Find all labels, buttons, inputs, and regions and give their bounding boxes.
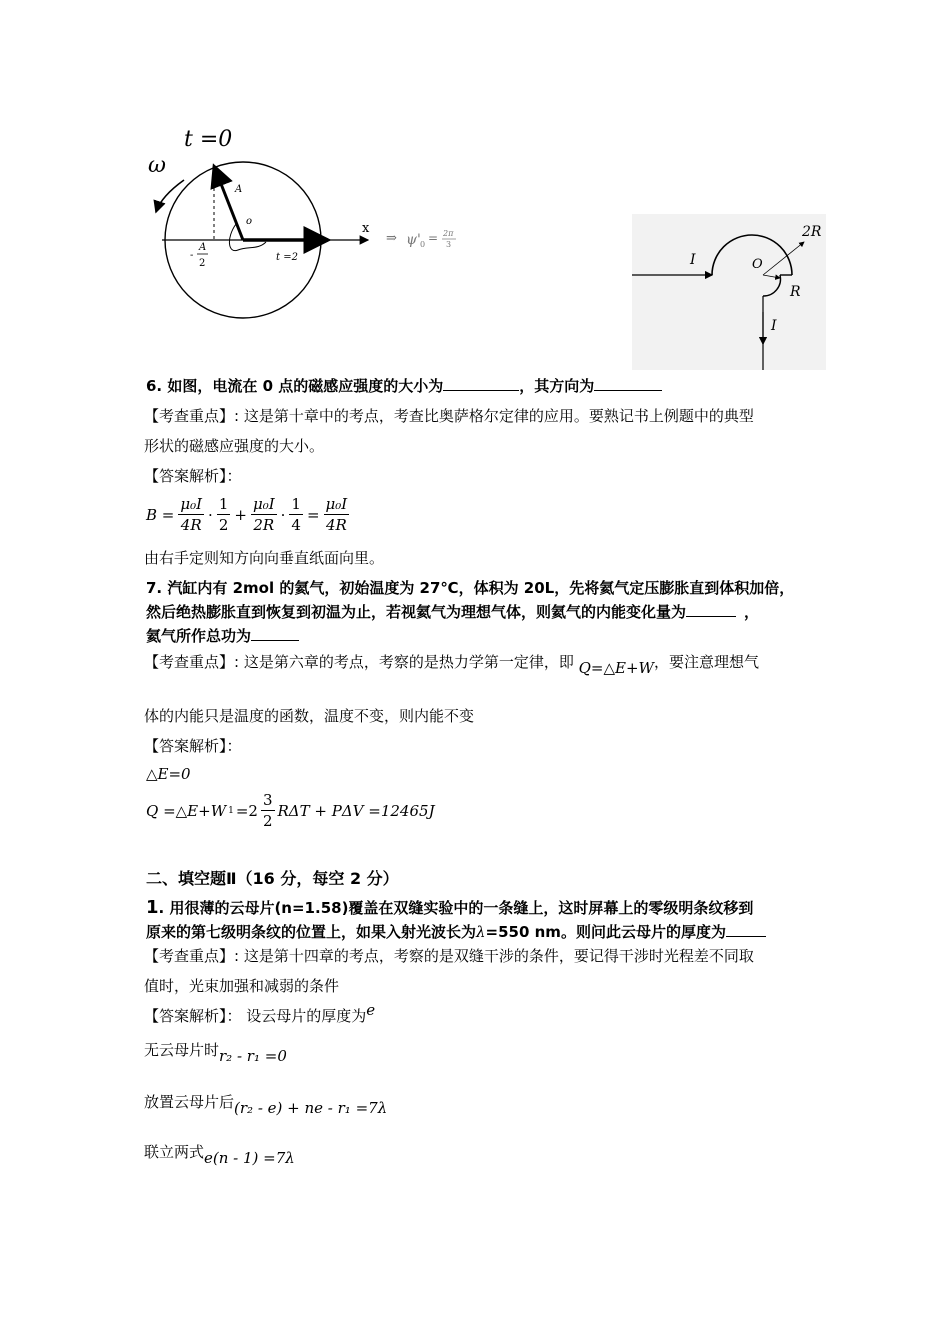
label-neg: -	[190, 250, 194, 261]
label-I-top: I	[690, 252, 696, 268]
label-omega: ω	[148, 153, 166, 178]
q7-blank-1[interactable]	[686, 602, 736, 617]
label-t2: t =2	[276, 252, 298, 263]
q6-question: 6. 如图，电流在 0 点的磁感应强度的大小为 ，其方向为	[146, 376, 662, 396]
frac-3-2: $\frac{3}{2}$	[262, 791, 273, 830]
label-psi-sub: 0	[420, 240, 426, 249]
frac-3: $\frac{\text{μ₀I}}{2R}$	[252, 495, 275, 534]
label-frac-den: 3	[446, 240, 452, 249]
q6-blank-2[interactable]	[594, 376, 662, 391]
q7-answer-label: 【答案解析】：	[144, 737, 242, 755]
q7-eq1: △E=0	[146, 765, 191, 783]
label-2R: 2R	[802, 224, 822, 240]
label-psi-eq: =	[428, 231, 439, 245]
frac-5: $\frac{\text{μ₀I}}{4R}$	[325, 495, 348, 534]
label-A: A	[235, 184, 243, 195]
p1-step1: 无云母片时r₂ - r₁ =0	[144, 1041, 287, 1065]
q6-conclusion: 由右手定则知方向向垂直纸面向里。	[144, 549, 385, 567]
phasor-diagram	[140, 120, 480, 320]
label-psi: ψ'	[406, 232, 421, 248]
label-I-bottom: I	[771, 318, 777, 334]
q7-line2: 然后绝热膨胀直到恢复到初温为止，若视氦气为理想气体，则氦气的内能变化量为 ，	[146, 603, 760, 621]
label-arrow: ⇒	[386, 231, 397, 246]
label-t0: t =0	[184, 127, 233, 152]
label-x: x	[362, 221, 370, 236]
q7-blank-2[interactable]	[251, 626, 299, 641]
q7-focus-cont: 体的内能只是温度的函数，温度不变，则内能不变	[144, 707, 475, 725]
label-O: O	[752, 257, 763, 272]
q6-answer-label: 【答案解析】：	[144, 467, 242, 485]
frac-1: $\frac{\text{μ₀I}}{4R}$	[180, 495, 203, 534]
frac-2: $\frac{1}{2}$	[218, 495, 229, 534]
q6-blank-1[interactable]	[443, 376, 519, 391]
p1-blank[interactable]	[726, 922, 766, 937]
label-origin: o	[246, 216, 253, 227]
p1-step3: 联立两式e(n - 1) =7λ	[144, 1143, 295, 1167]
q7-line3: 氦气所作总功为	[146, 626, 299, 646]
p1-line1: 1. 用很薄的云母片(n=1.58)覆盖在双缝实验中的一条缝上，这时屏幕上的零级明条纹移到	[146, 897, 754, 918]
p1-answer: 【答案解析】： 设云母片的厚度为e	[144, 1001, 376, 1025]
p1-focus-cont: 值时，光束加强和减弱的条件	[144, 977, 340, 995]
q7-focus: 【考查重点】: 这是第六章的考点，考察的是热力学第一定律，即 Q=△E+W，要注意理想气	[144, 653, 759, 677]
section-title: 二、填空题Ⅱ（16 分，每空 2 分）	[146, 869, 399, 888]
current-loop-figure	[632, 214, 826, 370]
label-frac-num: 2π	[443, 229, 454, 238]
q6-focus-cont: 形状的磁感应强度的大小。	[144, 437, 325, 455]
rotation-arrow	[156, 180, 184, 212]
label-half-num: A	[199, 242, 207, 253]
q6-focus: 【考查重点】: 这是第十章中的考点，考查比奥萨格尔定律的应用。要熟记书上例题中的典型	[144, 407, 754, 425]
label-half-den: 2	[199, 258, 206, 269]
p1-focus: 【考查重点】: 这是第十四章的考点，考察的是双缝干涉的条件，要记得干涉时光程差不同取	[144, 947, 754, 965]
q6-formula: B = $\frac{\text{μ₀I}}{4R}$ · $\frac{1}{2}$ + $\frac{\text{μ₀I}}{2R}$ · $\frac{1}{4}$ = $\frac{\text{μ₀I}}{4R}$	[146, 495, 348, 534]
p1-step2: 放置云母片后(r₂ - e) + ne - r₁ =7λ	[144, 1093, 388, 1117]
label-R: R	[790, 284, 801, 300]
frac-4: $\frac{1}{4}$	[291, 495, 301, 534]
q7-eq2: Q =△E+W 1 =2 $\frac{3}{2}$ RΔT + PΔV =12465J	[146, 791, 435, 830]
q7-line1: 7. 汽缸内有 2mol 的氦气，初始温度为 27℃，体积为 20L，先将氦气定压膨胀直到体积加倍，	[146, 579, 795, 597]
phasor-t0	[214, 166, 243, 240]
p1-line2: 原来的第七级明条纹的位置上，如果入射光波长为λ=550 nm。则问此云母片的厚度为	[146, 922, 766, 942]
angle-arc	[229, 224, 266, 251]
